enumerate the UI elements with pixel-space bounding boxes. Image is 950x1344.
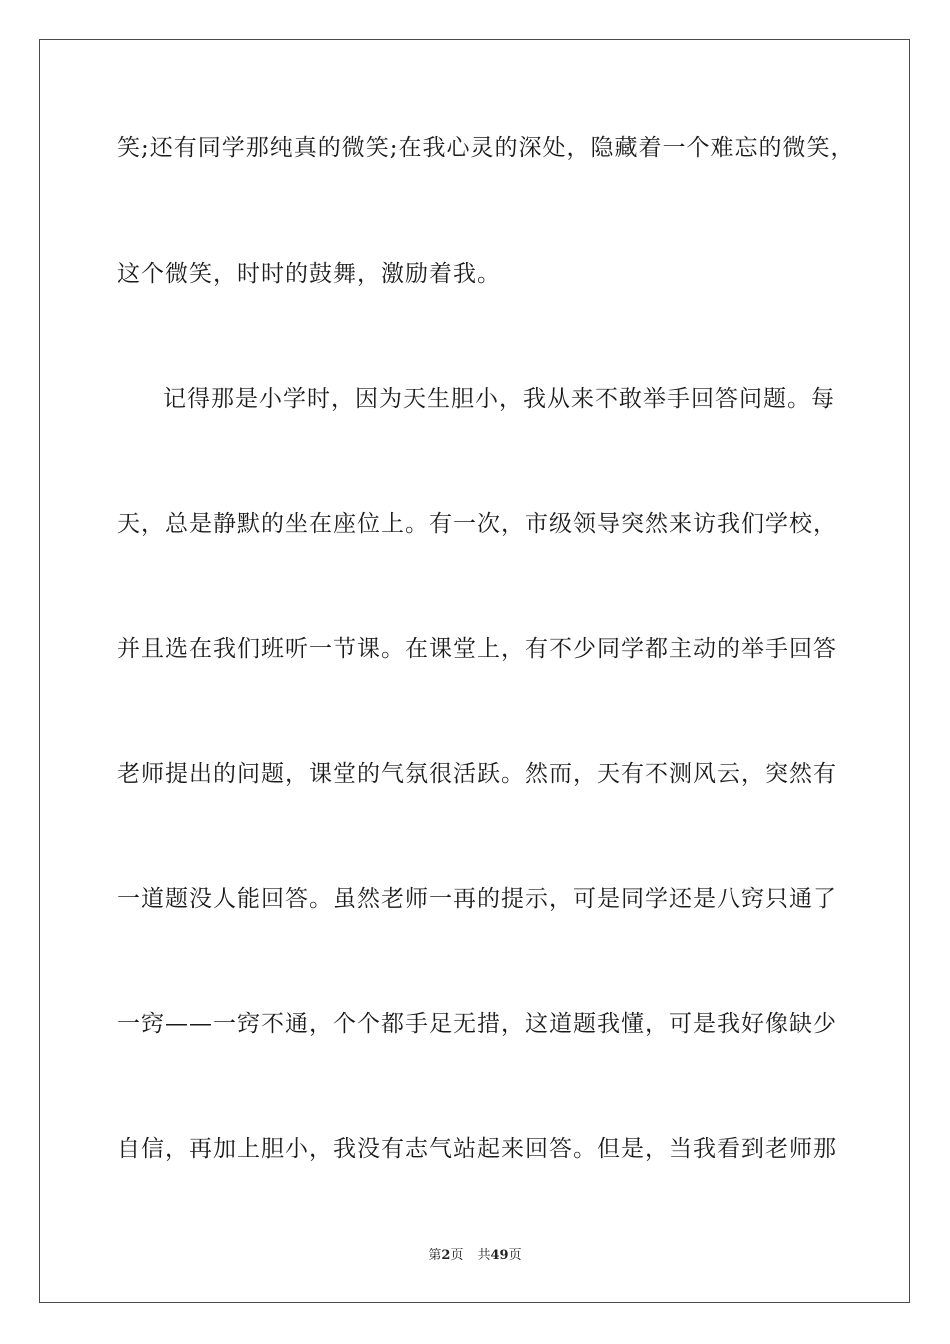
paragraph-first-line: 记得那是小学时，因为天生胆小，我从来不敢举手回答问题。每 xyxy=(163,386,835,412)
body-text-line: 自信，再加上胆小，我没有志气站起来回答。但是，当我看到老师那 xyxy=(117,1136,837,1162)
page-number: 2 xyxy=(441,1248,451,1263)
body-text-line: 老师提出的问题，课堂的气氛很活跃。然而，天有不测风云，突然有 xyxy=(117,761,837,787)
body-text-line: 一窍——一窍不通，个个都手足无措，这道题我懂，可是我好像缺少 xyxy=(117,1011,837,1037)
total-prefix: 共 xyxy=(477,1248,491,1263)
body-text-line: 这个微笑，时时的鼓舞，激励着我。 xyxy=(117,261,501,287)
page-prefix: 第 xyxy=(428,1248,442,1263)
total-pages: 49 xyxy=(490,1248,509,1263)
body-text-line: 笑;还有同学那纯真的微笑;在我心灵的深处，隐藏着一个难忘的微笑， xyxy=(117,135,855,161)
page-border xyxy=(39,39,910,1303)
page-suffix: 页 xyxy=(450,1248,464,1263)
body-text-line: 并且选在我们班听一节课。在课堂上，有不少同学都主动的举手回答 xyxy=(117,636,837,662)
body-text-line: 天，总是静默的坐在座位上。有一次，市级领导突然来访我们学校， xyxy=(117,511,837,537)
body-text-line: 一道题没人能回答。虽然老师一再的提示，可是同学还是八窍只通了 xyxy=(117,886,837,912)
total-suffix: 页 xyxy=(508,1248,522,1263)
page-footer xyxy=(0,1247,950,1265)
